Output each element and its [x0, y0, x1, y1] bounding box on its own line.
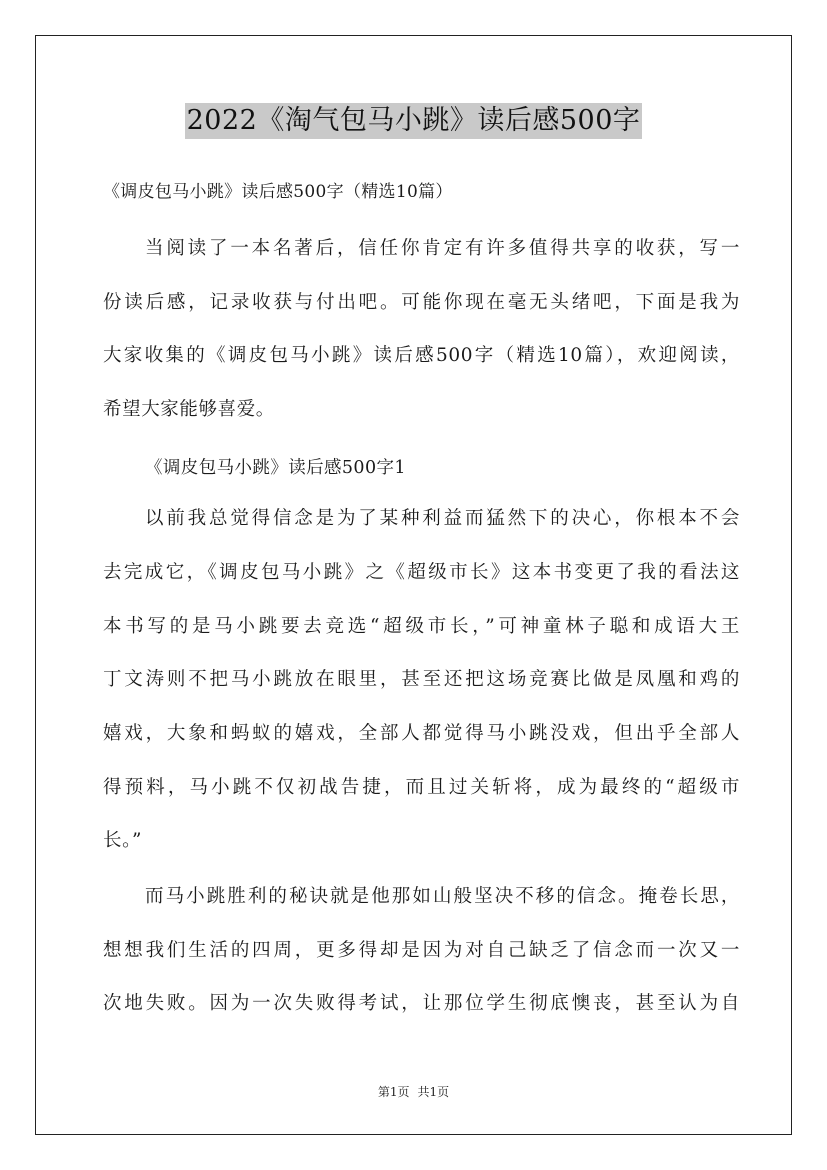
document-subtitle: 《调皮包马小跳》读后感500字（精选10篇）	[103, 182, 453, 202]
paragraph1-line-7: 长。”	[103, 830, 143, 851]
page-total: 共1页	[417, 1085, 450, 1099]
page-number: 第1页	[377, 1085, 410, 1099]
intro-line-2: 份读后感，记录收获与付出吧。可能你现在毫无头绪吧，下面是我为	[103, 292, 740, 313]
paragraph1-line-5: 嬉戏，大象和蚂蚁的嬉戏，全部人都觉得马小跳没戏，但出乎全部人	[103, 723, 740, 744]
intro-line-1: 当阅读了一本名著后，信任你肯定有许多值得共享的收获，写一	[145, 238, 740, 259]
paragraph2-line-2: 想想我们生活的四周，更多得却是因为对自己缺乏了信念而一次又一	[103, 940, 740, 961]
paragraph1-line-1: 以前我总觉得信念是为了某种利益而猛然下的决心，你根本不会	[145, 508, 740, 529]
section-heading: 《调皮包马小跳》读后感500字1	[145, 458, 406, 478]
paragraph2-line-3: 次地失败。因为一次失败得考试，让那位学生彻底懊丧，甚至认为自	[103, 993, 740, 1014]
intro-line-3: 大家收集的《调皮包马小跳》读后感500字（精选10篇），欢迎阅读，	[103, 345, 740, 366]
paragraph1-line-6: 得预料，马小跳不仅初战告捷，而且过关斩将，成为最终的“超级市	[103, 777, 740, 798]
paragraph2-line-1: 而马小跳胜利的秘诀就是他那如山般坚决不移的信念。掩卷长思，	[145, 886, 740, 907]
paragraph1-line-4: 丁文涛则不把马小跳放在眼里，甚至还把这场竞赛比做是凤凰和鸡的	[103, 669, 740, 690]
document-title: 2022《淘气包马小跳》读后感500字	[185, 103, 643, 139]
paragraph1-line-2: 去完成它，《调皮包马小跳》之《超级市长》这本书变更了我的看法这	[103, 562, 740, 583]
page-footer	[0, 1084, 827, 1100]
title-container	[0, 103, 827, 139]
intro-line-4: 希望大家能够喜爱。	[103, 399, 275, 420]
paragraph1-line-3: 本书写的是马小跳要去竞选“超级市长，”可神童林子聪和成语大王	[103, 616, 740, 637]
